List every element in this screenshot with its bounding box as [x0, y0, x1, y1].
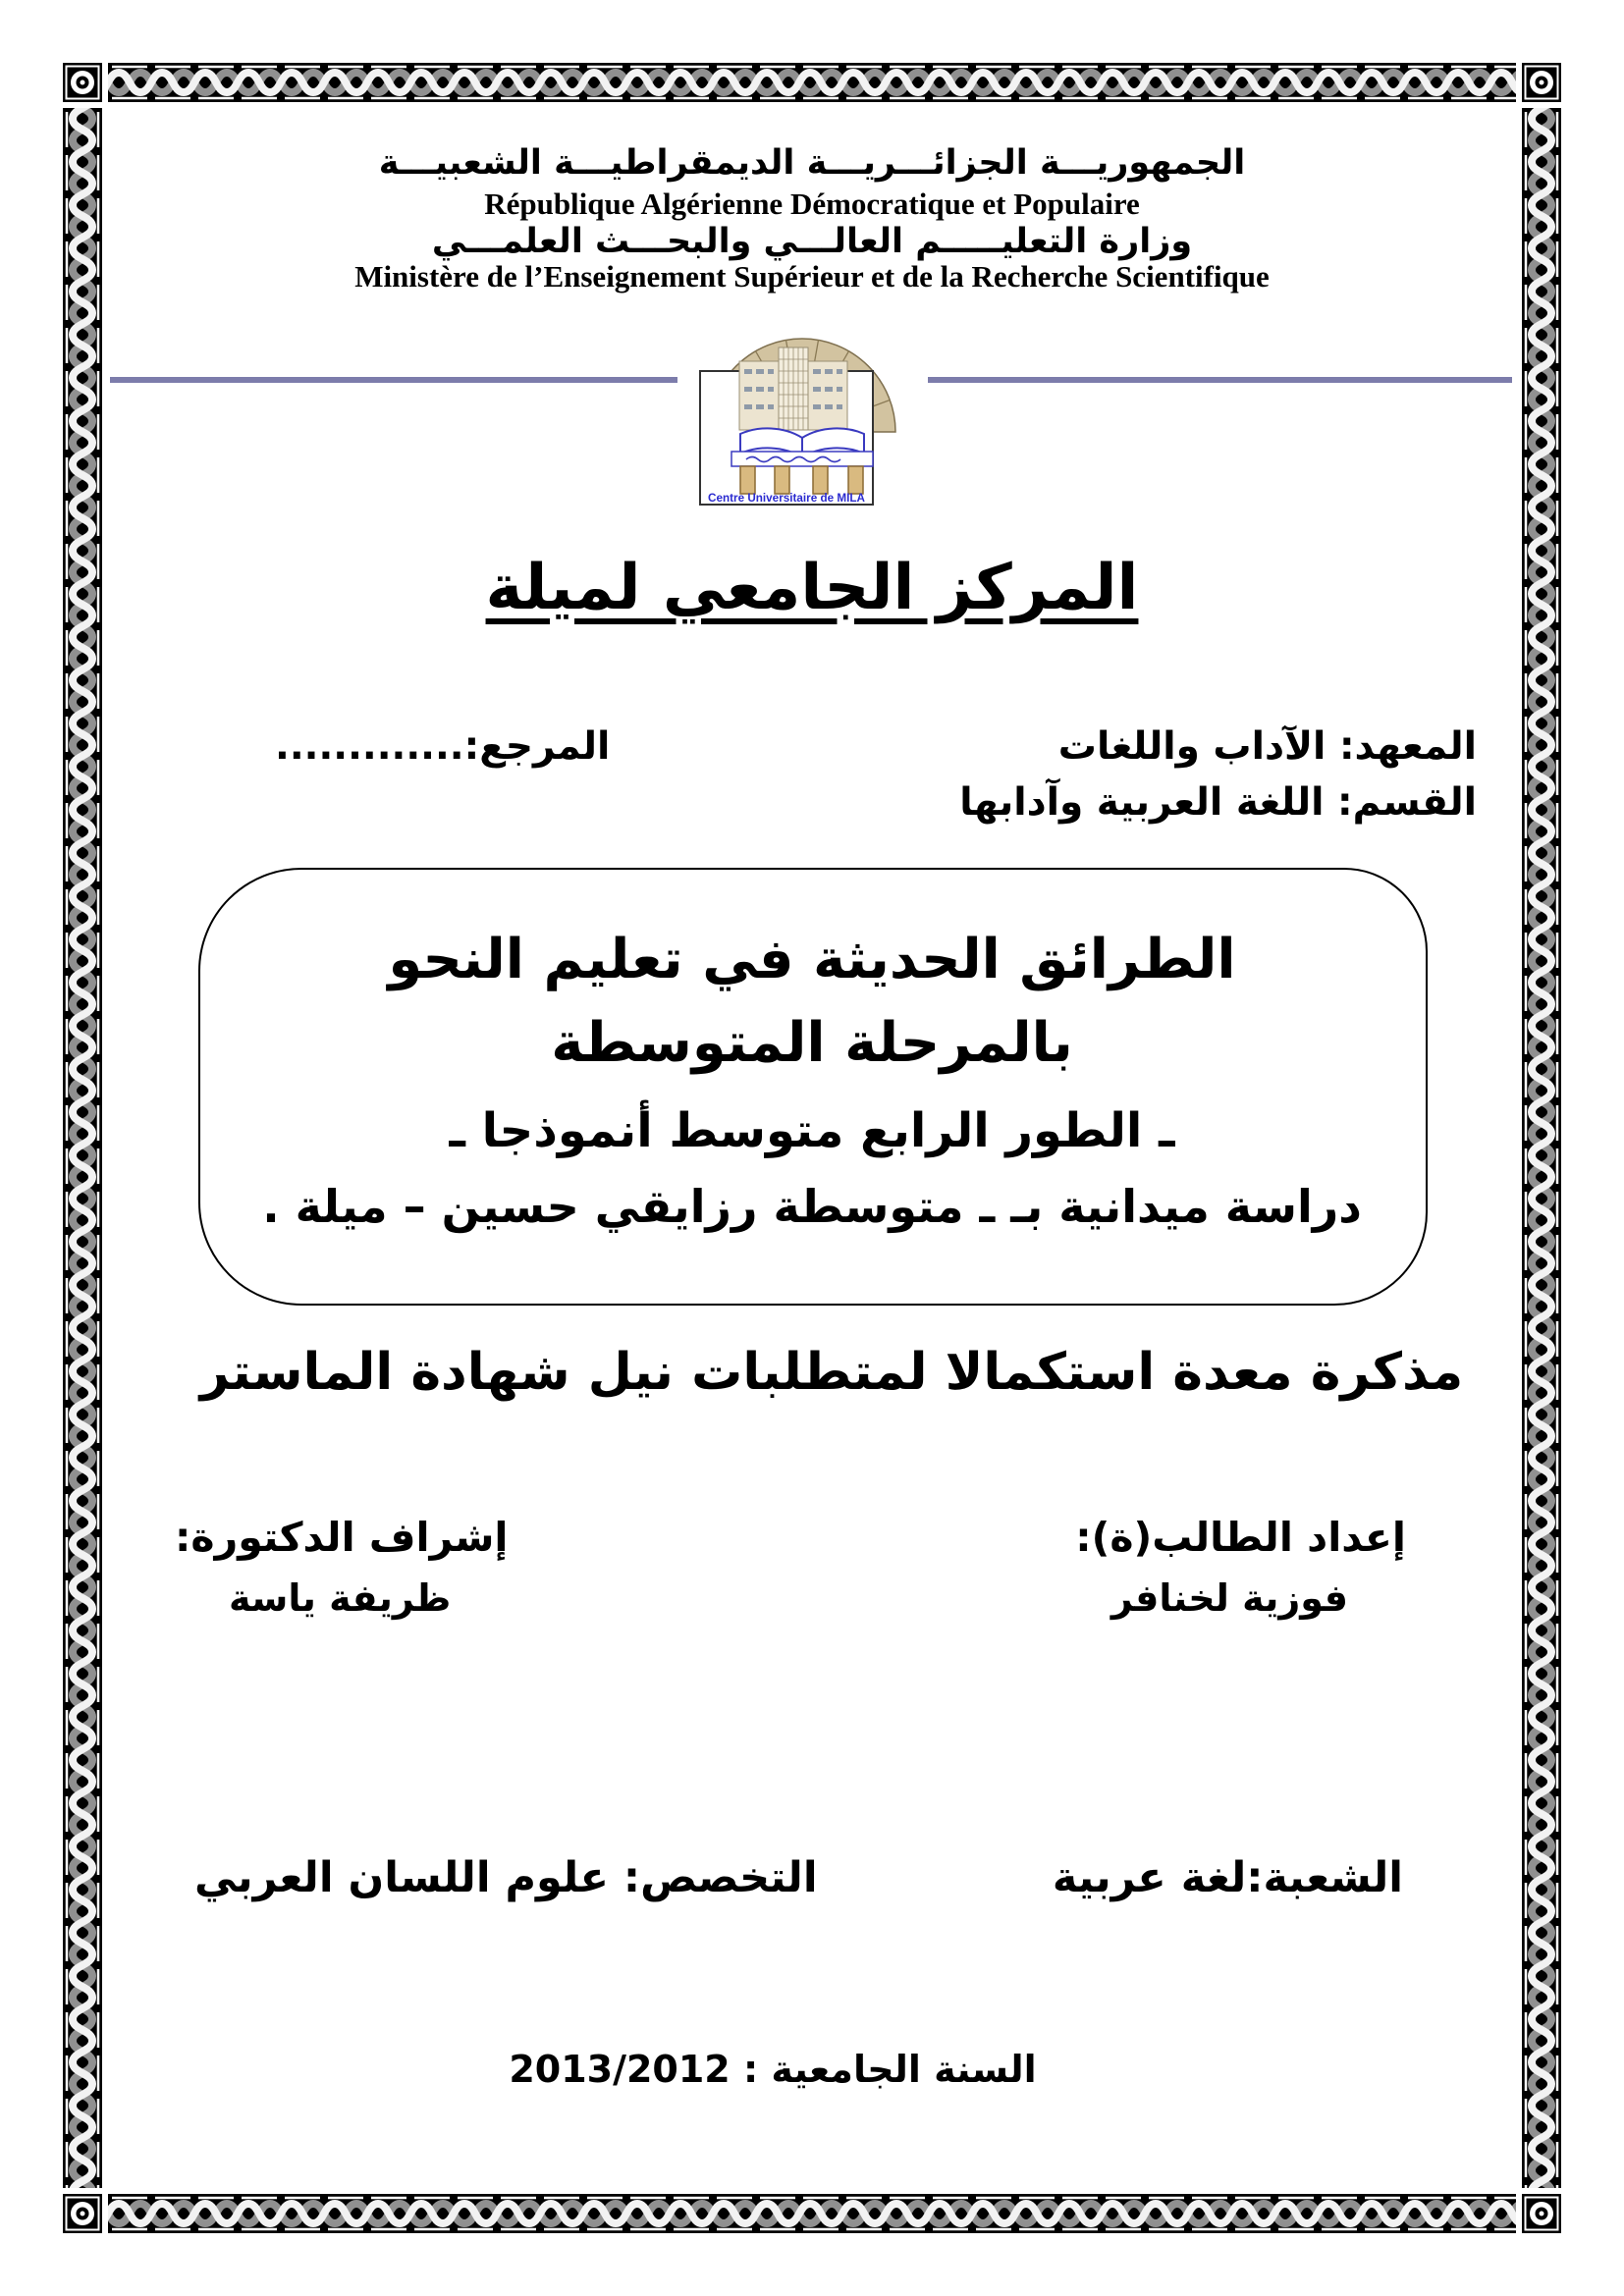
- student-name: فوزية لخنافر: [1110, 1576, 1348, 1620]
- header-ministry-line-arabic: وزارة التعليـــــم العالـــي والبحـــث العلمـــي: [431, 222, 1193, 261]
- logo-caption: Centre Universitaire de MILA: [708, 491, 866, 505]
- header-republic-line-arabic: الجمهوريـــة الجزائـــريـــة الديمقراطيـــة الشعبيـــة: [378, 143, 1246, 183]
- prepared-by-label: إعداد الطالب(ة):: [1075, 1514, 1406, 1561]
- supervisor-label: إشراف الدكتورة:: [175, 1514, 509, 1561]
- divider-rule-left: [110, 377, 677, 383]
- header-ministry-line-french: Ministère de l’Enseignement Supérieur et de la Recherche Scientifique: [354, 259, 1270, 294]
- university-title: المركز الجامعي لميلة: [485, 552, 1139, 624]
- institute-line: المعهد: الآداب واللغات: [1057, 724, 1477, 769]
- divider-rule-right: [928, 377, 1512, 383]
- thesis-title-line-3: ـ الطور الرابع متوسط أنموذجا ـ: [449, 1103, 1175, 1158]
- thesis-title-line-1: الطرائق الحديثة في تعليم النحو: [388, 928, 1236, 991]
- university-logo: [685, 316, 919, 512]
- border-corner-ornament-bottom-left: [63, 2194, 102, 2233]
- supervisor-name: ظريفة ياسة: [229, 1576, 452, 1620]
- header-republic-line-french: République Algérienne Démocratique et Populaire: [484, 187, 1140, 221]
- specialty-line: التخصص: علوم اللسان العربي: [194, 1853, 818, 1902]
- border-bottom-band: [108, 2194, 1516, 2233]
- branch-line: الشعبة:لغة عربية: [1052, 1853, 1403, 1902]
- memo-line: مذكرة معدة استكمالا لمتطلبات نيل شهادة الماستر: [199, 1343, 1464, 1402]
- thesis-title-line-4: دراسة ميدانية بـ ـ متوسطة رزايقي حسين – ميلة .: [262, 1180, 1362, 1233]
- thesis-title-line-2: بالمرحلة المتوسطة: [551, 1011, 1073, 1075]
- border-corner-ornament-top-right: [1522, 63, 1561, 102]
- border-corner-ornament-bottom-right: [1522, 2194, 1561, 2233]
- border-top-band: [108, 63, 1516, 102]
- reference-line: المرجع:.............: [275, 724, 611, 769]
- border-corner-ornament-top-left: [63, 63, 102, 102]
- academic-year-line: السنة الجامعية : 2013/2012: [509, 2048, 1037, 2091]
- department-line: القسم: اللغة العربية وآدابها: [959, 780, 1477, 825]
